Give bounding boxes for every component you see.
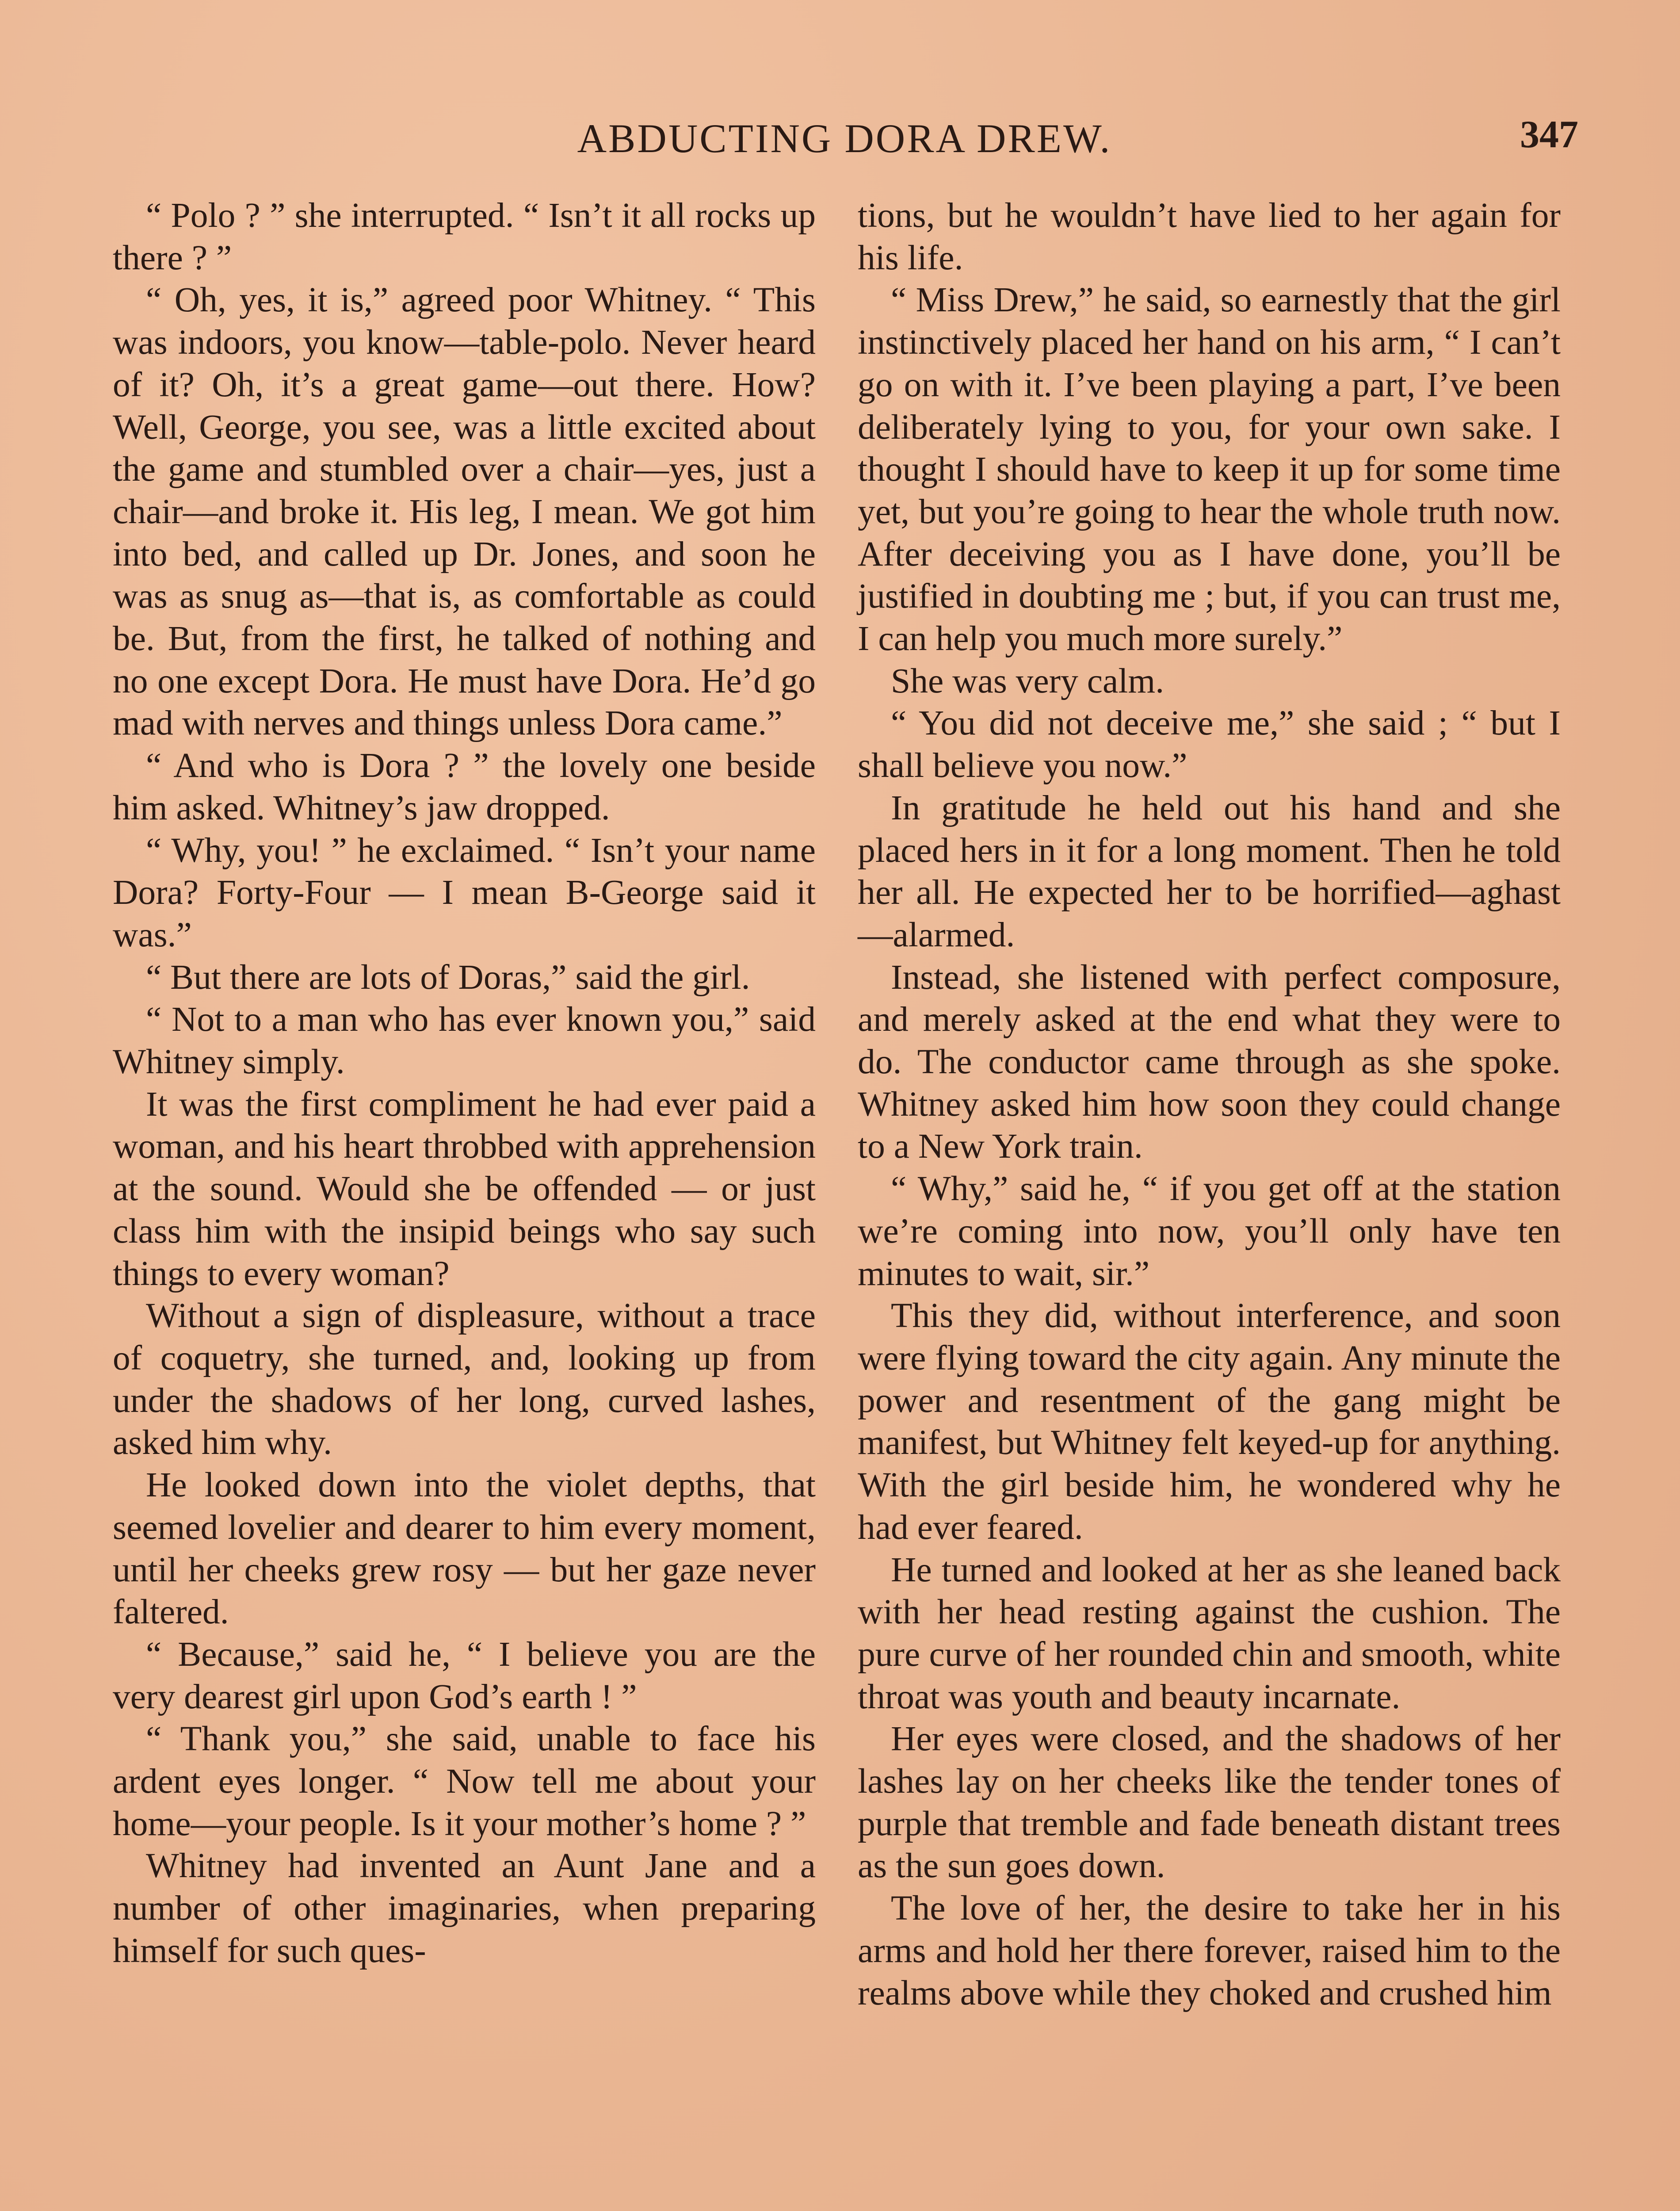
paragraph: “ Thank you,” she said, unable to face his ardent eyes longer. “ Now tell me about your home—your people. Is it your mother’s home ? ” [113,1719,816,1843]
paragraph: “ Oh, yes, it is,” agreed poor Whitney. “ This was indoors, you know—table-polo. Never heard of it? Oh, it’s a great game—out there. How? Well, George, you see, was a little excited about the game and stumbled over a chair—yes, just a chair—and broke it. His leg, I mean. We got him into bed, and called up Dr. Jones, and soon he was as snug as—that is, as comfortable as could be. But, from the first, he talked of nothing and no one except Dora. He must have Dora. He’d go mad with nerves and things unless Dora came.” [113,280,816,743]
right-column [858,195,1561,2014]
page-header [111,106,1578,168]
paragraph: tions, but he wouldn’t have lied to her again for his life. [858,196,1561,277]
paragraph: This they did, without interference, and soon were flying toward the city again. Any minute the power and resentment of the gang might be manifest, but Whitney felt keyed-up for anything. With the girl beside him, he wondered why he had ever feared. [858,1296,1561,1547]
paragraph: “ Because,” said he, “ I believe you are the very dearest girl upon God’s earth ! ” [113,1634,816,1716]
paragraph: Without a sign of displeasure, without a trace of coquetry, she turned, and, looking up from under the shadows of her long, curved lashes, asked him why. [113,1296,816,1462]
paragraph: He turned and looked at her as she leaned back with her head resting against the cushion. The pure curve of her rounded chin and smooth, white throat was youth and beauty incarnate. [858,1550,1561,1716]
paragraph: It was the first compliment he had ever paid a woman, and his heart throbbed with apprehension at the sound. Would she be offended — or just class him with the insipid beings who say such things to every woman? [113,1084,816,1293]
paragraph: Her eyes were closed, and the shadows of her lashes lay on her cheeks like the tender tones of purple that tremble and fade beneath distant trees as the sun goes down. [858,1719,1561,1886]
paragraph: In gratitude he held out his hand and she placed hers in it for a long moment. Then he told her all. He expected her to be horrified—aghast—alarmed. [858,788,1561,954]
page-number: 347 [1520,113,1578,156]
paragraph: “ Polo ? ” she interrupted. “ Isn’t it all rocks up there ? ” [113,196,816,277]
left-column [113,195,816,1972]
paragraph: Whitney had invented an Aunt Jane and a number of other imaginaries, when preparing himself for such ques- [113,1846,816,1970]
paragraph: “ You did not deceive me,” she said ; “ but I shall believe you now.” [858,704,1561,785]
paragraph: Instead, she listened with perfect composure, and merely asked at the end what they were to do. The conductor came through as she spoke. Whitney asked him how soon they could change to a New York train. [858,957,1561,1166]
paragraph: “ Why,” said he, “ if you get off at the station we’re coming into now, you’ll only have ten minutes to wait, sir.” [858,1169,1561,1293]
paragraph: The love of her, the desire to take her in his arms and hold her there forever, raised him to the realms above while they choked and crushed him [858,1889,1561,2012]
paragraph: “ And who is Dora ? ” the lovely one beside him asked. Whitney’s jaw dropped. [113,746,816,827]
paragraph: “ But there are lots of Doras,” said the girl. [146,957,750,997]
paragraph: “ Not to a man who has ever known you,” said Whitney simply. [113,1000,816,1082]
paragraph: He looked down into the violet depths, that seemed lovelier and dearer to him every moment, until her cheeks grew rosy — but her gaze never faltered. [113,1465,816,1632]
paragraph: “ Why, you! ” he exclaimed. “ Isn’t your name Dora? Forty-Four — I mean B-George said it was.” [113,830,816,954]
paragraph: She was very calm. [891,661,1165,700]
running-title: ABDUCTING DORA DREW. [577,116,1112,161]
paragraph: “ Miss Drew,” he said, so earnestly that the girl instinctively placed her hand on his arm, “ I can’t go on with it. I’ve been playing a part, I’ve been deliberately lying to you, for your own sake. I thought I should have to keep it up for some time yet, but you’re going to hear the whole truth now. After deceiving you as I have done, you’ll be justified in doubting me ; but, if you can trust me, I can help you much more surely.” [858,280,1561,658]
